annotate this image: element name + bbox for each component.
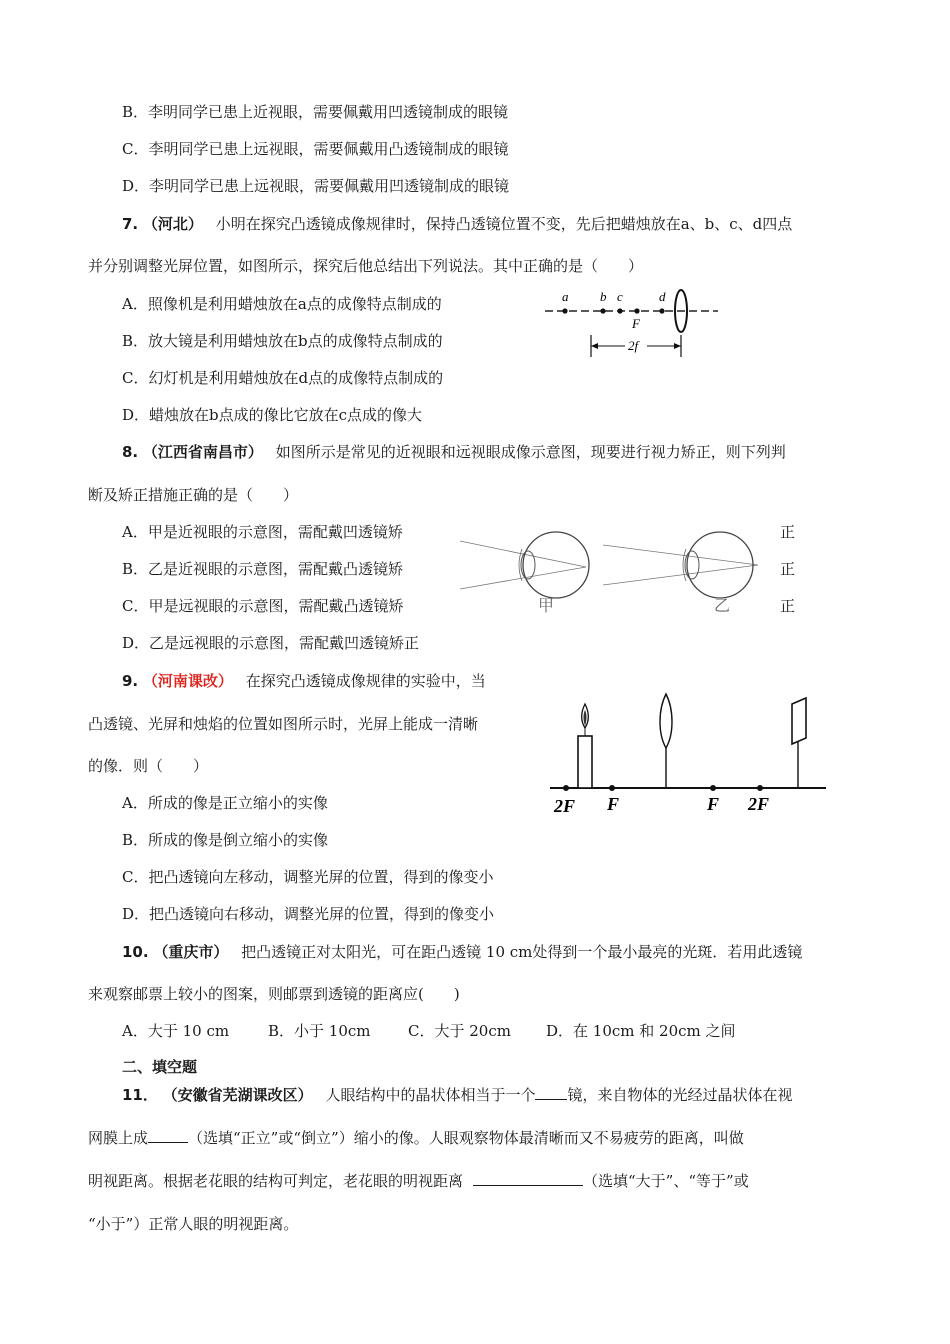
q7-source: （河北） xyxy=(142,215,203,233)
q7-stem-text1: 小明在探究凸透镜成像规律时，保持凸透镜位置不变，先后把蜡烛放在a、b、c、d四点 xyxy=(215,215,793,233)
q8-option-b-tail: 正 xyxy=(780,560,796,578)
point-a xyxy=(562,308,567,313)
q10-option-a: A．大于 10 cm xyxy=(122,1022,230,1040)
label-2f: 2f xyxy=(628,338,639,353)
q11-text3b: （选填“大于”、“等于”或 xyxy=(583,1172,749,1190)
q7-option-d: D．蜡烛放在b点成的像比它放在c点成的像大 xyxy=(122,406,423,424)
light-screen xyxy=(792,698,806,744)
point-left-2f xyxy=(563,785,569,791)
q11-blank1[interactable] xyxy=(535,1085,567,1100)
dim-arrow-left xyxy=(591,343,598,349)
q11-text2a: 网膜上成 xyxy=(88,1129,149,1147)
q11-text1a: 人眼结构中的晶状体相当于一个 xyxy=(325,1086,536,1104)
q11-stem-line3 xyxy=(88,1171,749,1191)
label-right-f: F xyxy=(707,794,720,814)
point-c xyxy=(617,308,622,313)
q11-source: （安徽省芜湖课改区） xyxy=(162,1086,313,1104)
q11-stem-line2 xyxy=(88,1128,744,1148)
q9-stem-line1 xyxy=(122,671,486,691)
q11-number: 11． xyxy=(122,1086,158,1104)
point-d xyxy=(659,308,664,313)
q10-option-b: B．小于 10cm xyxy=(268,1022,371,1040)
q10-stem-line2: 来观察邮票上较小的图案，则邮票到透镜的距离应( ) xyxy=(88,985,460,1003)
q11-text1b: 镜，来自物体的光经过晶状体在视 xyxy=(567,1086,793,1104)
q10-number: 10. xyxy=(122,943,149,961)
q9-option-b: B．所成的像是倒立缩小的实像 xyxy=(122,831,329,849)
q7-lens-diagram xyxy=(540,286,720,364)
eye-right xyxy=(603,532,758,615)
point-focus xyxy=(634,308,639,313)
label-a: a xyxy=(562,289,569,304)
label-d: d xyxy=(659,289,666,304)
q7-stem-line2: 并分别调整光屏位置，如图所示，探究后他总结出下列说法。其中正确的是（ ） xyxy=(88,257,644,275)
q9-stem-line2: 凸透镜、光屏和烛焰的位置如图所示时，光屏上能成一清晰 xyxy=(88,715,479,733)
q9-option-c: C．把凸透镜向左移动，调整光屏的位置，得到的像变小 xyxy=(122,868,494,886)
q9-option-d: D．把凸透镜向右移动，调整光屏的位置，得到的像变小 xyxy=(122,905,495,923)
dim-arrow-right xyxy=(674,343,681,349)
q8-eye-diagram xyxy=(458,521,768,619)
q10-stem-line1 xyxy=(122,942,802,962)
q10-option-c: C．大于 20cm xyxy=(408,1022,511,1040)
q7-option-b: B．放大镜是利用蜡烛放在b点的成像特点制成的 xyxy=(122,332,443,350)
q11-text3a: 明视距离。根据老花眼的结构可判定，老花眼的明视距离 xyxy=(88,1172,464,1190)
q11-text2b: （选填“正立”或“倒立”）缩小的像。人眼观察物体最清晰而又不易疲劳的距离，叫做 xyxy=(188,1129,744,1147)
q8-stem-line1 xyxy=(122,442,786,462)
label-right-2f: 2F xyxy=(748,794,770,814)
q9-source: （河南课改） xyxy=(142,672,233,690)
label-b: b xyxy=(600,289,607,304)
q7-option-a: A．照像机是利用蜡烛放在a点的成像特点制成的 xyxy=(122,295,442,313)
q8-number: 8. xyxy=(122,443,139,461)
q7-stem-line1 xyxy=(122,214,792,234)
q9-option-a: A．所成的像是正立缩小的实像 xyxy=(122,794,328,812)
point-left-f xyxy=(609,785,615,791)
label-c: c xyxy=(617,289,623,304)
q9-stem-text1: 在探究凸透镜成像规律的实验中，当 xyxy=(245,672,486,690)
eye-right-label: 乙 xyxy=(714,598,731,615)
q7-option-c: C．幻灯机是利用蜡烛放在d点的成像特点制成的 xyxy=(122,369,444,387)
eye-left-label: 甲 xyxy=(538,598,555,615)
label-left-2f: 2F xyxy=(554,796,576,816)
q11-blank3[interactable] xyxy=(473,1171,583,1186)
q9-bench-diagram xyxy=(548,690,830,818)
q11-stem-line4: “小于”）正常人眼的明视距离。 xyxy=(88,1215,299,1233)
q9-number: 9. xyxy=(122,672,139,690)
q8-stem-line2: 断及矫正措施正确的是（ ） xyxy=(88,486,299,504)
q9-stem-line3: 的像．则（ ） xyxy=(88,757,209,775)
q8-option-b: B．乙是近视眼的示意图，需配戴凸透镜矫 xyxy=(122,560,404,578)
q11-blank2[interactable] xyxy=(148,1128,188,1143)
q10-stem-text1: 把凸透镜正对太阳光，可在距凸透镜 10 cm处得到一个最小最亮的光斑．若用此透镜 xyxy=(241,943,803,961)
q7-number: 7. xyxy=(122,215,139,233)
point-b xyxy=(600,308,605,313)
q10-source: （重庆市） xyxy=(153,943,229,961)
eye-left xyxy=(460,532,589,615)
label-focus: F xyxy=(632,316,640,331)
q6-option-d: D．李明同学已患上远视眼，需要佩戴用凹透镜制成的眼镜 xyxy=(122,177,510,195)
q8-source: （江西省南昌市） xyxy=(142,443,263,461)
q10-option-d: D．在 10cm 和 20cm 之间 xyxy=(546,1022,736,1040)
label-left-f: F xyxy=(607,794,620,814)
q8-option-a-tail: 正 xyxy=(780,523,796,541)
q6-option-b: B．李明同学已患上近视眼，需要佩戴用凹透镜制成的眼镜 xyxy=(122,103,509,121)
q8-option-a: A．甲是近视眼的示意图，需配戴凹透镜矫 xyxy=(122,523,403,541)
point-right-2f xyxy=(757,785,763,791)
q11-stem-line1 xyxy=(122,1085,792,1105)
q8-option-d: D．乙是远视眼的示意图，需配戴凹透镜矫正 xyxy=(122,634,420,652)
point-right-f xyxy=(710,785,716,791)
convex-lens xyxy=(660,694,672,748)
candle xyxy=(578,736,592,788)
q8-stem-text1: 如图所示是常见的近视眼和远视眼成像示意图，现要进行视力矫正，则下列判 xyxy=(275,443,786,461)
q8-option-c: C．甲是远视眼的示意图，需配戴凸透镜矫 xyxy=(122,597,404,615)
q6-option-c: C．李明同学已患上远视眼，需要佩戴用凸透镜制成的眼镜 xyxy=(122,140,509,158)
q8-option-c-tail: 正 xyxy=(780,597,796,615)
section-fill-blank-title: 二、填空题 xyxy=(122,1058,198,1076)
